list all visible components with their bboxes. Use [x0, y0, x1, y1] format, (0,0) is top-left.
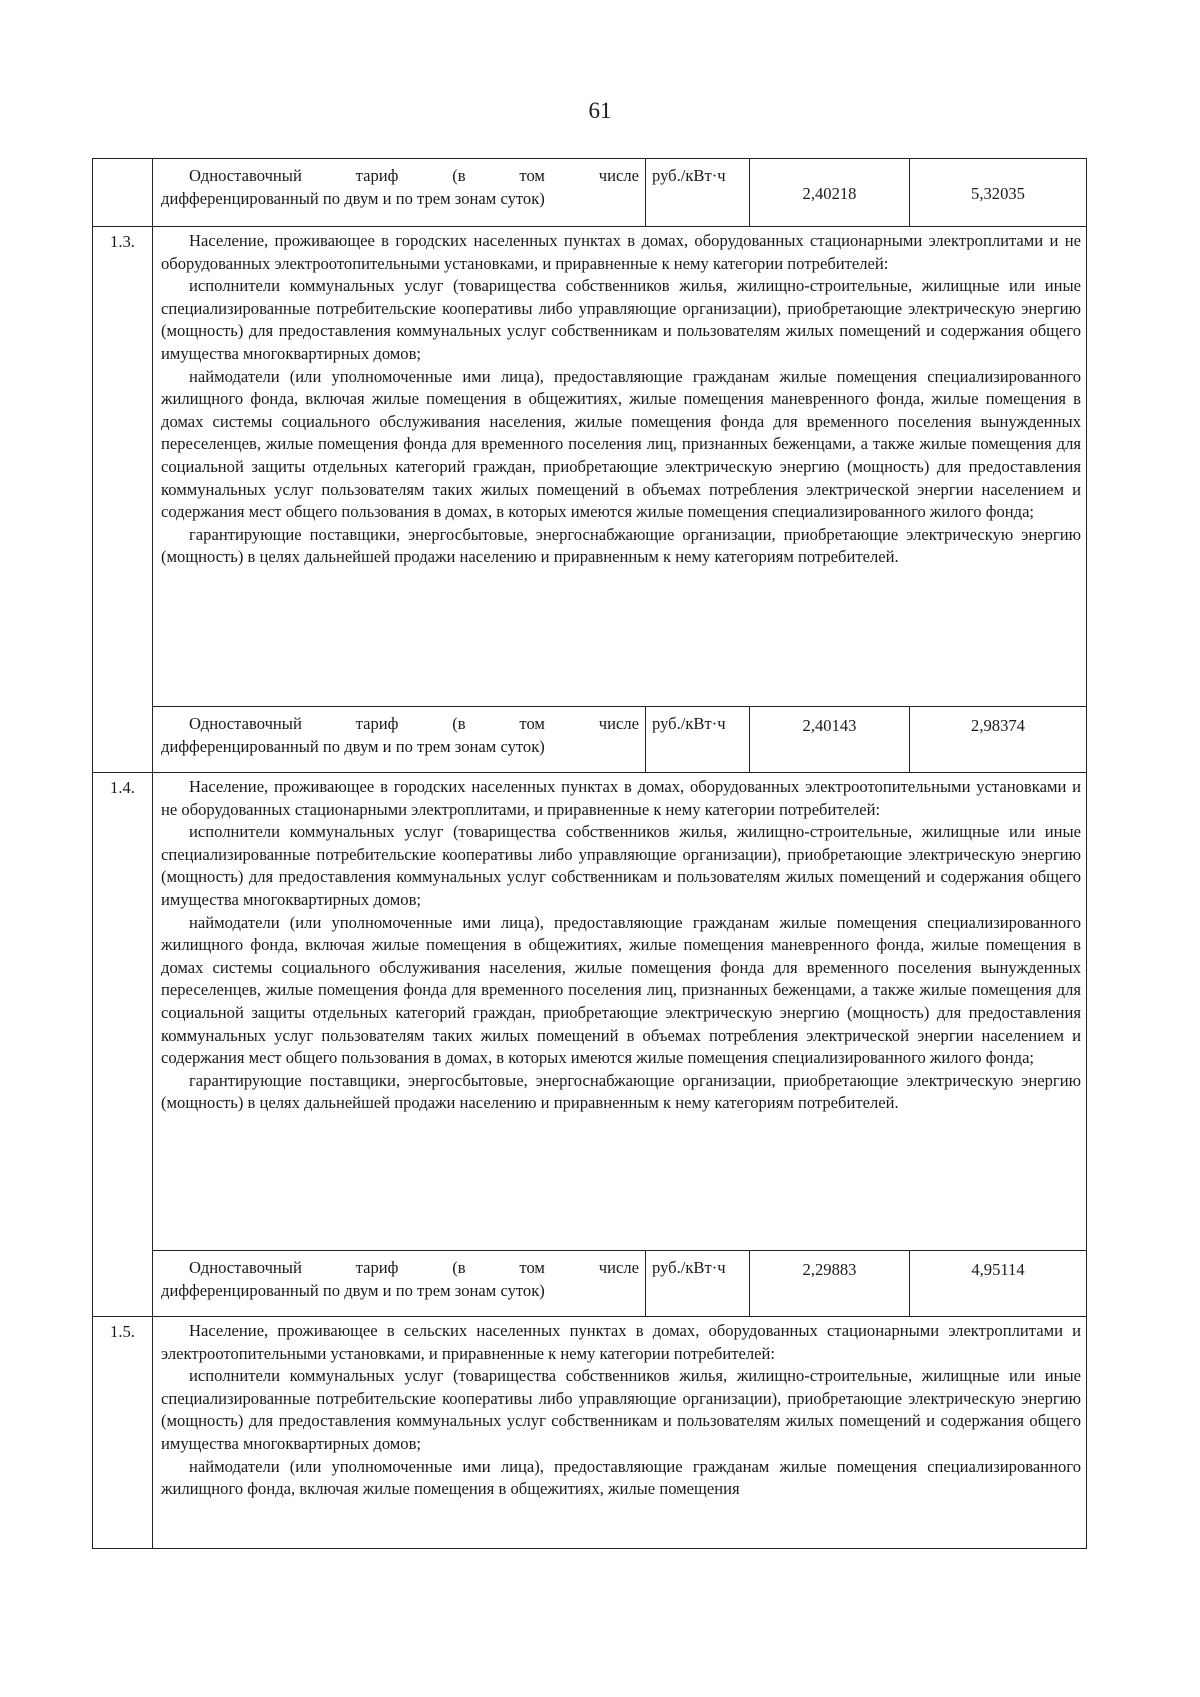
tariff-label-cell — [153, 1251, 646, 1317]
tariff-label-cell — [153, 159, 646, 227]
description-paragraph: Население, проживающее в сельских населенных пунктах в домах, оборудованных стационарными электроплитами и электроотопительными установками, и приравненные к нему категории потребителей: — [161, 1321, 1081, 1363]
tariff-label-cell — [153, 707, 646, 773]
tariff-label-line: дифференцированный по двум и по трем зонам суток) — [161, 1280, 545, 1300]
unit-cell: руб./кВт·ч — [646, 159, 750, 227]
tariff-label-line: Одноставочный тариф (в том числе — [189, 1258, 639, 1277]
consumer-description — [153, 227, 1087, 707]
tariff-label-line: дифференцированный по двум и по трем зонам суток) — [161, 188, 545, 208]
table-row — [93, 1251, 1087, 1317]
tariff-value-2: 5,32035 — [910, 159, 1087, 227]
description-paragraph: Население, проживающее в городских населенных пунктах в домах, оборудованных электроотопительными установками и не оборудованных стационарными электроплитами, и приравненные к нему категории потребителей: — [161, 777, 1081, 819]
consumer-description — [153, 1317, 1087, 1549]
description-paragraph: исполнители коммунальных услуг (товарищества собственников жилья, жилищно-строительные, жилищные или иные специализированные потребительские кооперативы либо управляющие организации), приобретающие электрическую энергию (мощность) для предоставления коммунальных услуг собственникам и пользователям жилых помещений и содержания общего имущества многоквартирных домов; — [161, 822, 1081, 909]
unit-cell: руб./кВт·ч — [646, 707, 750, 773]
tariff-value-1: 2,29883 — [750, 1251, 910, 1317]
table-row — [93, 773, 1087, 1251]
description-paragraph: гарантирующие поставщики, энергосбытовые, энергоснабжающие организации, приобретающие электрическую энергию (мощность) в целях дальнейшей продажи населению и приравненным к нему категориям потребителей. — [161, 524, 1081, 567]
tariff-value-1: 2,40143 — [750, 707, 910, 773]
description-paragraph: Население, проживающее в городских населенных пунктах в домах, оборудованных стационарными электроплитами и не оборудованных электроотопительными установками, и приравненные к нему категории потребителей: — [161, 231, 1081, 273]
tariff-value-2: 4,95114 — [910, 1251, 1087, 1317]
tariff-value-2: 2,98374 — [910, 707, 1087, 773]
page-number: 61 — [588, 98, 612, 123]
table-row — [93, 707, 1087, 773]
description-paragraph: наймодатели (или уполномоченные ими лица), предоставляющие гражданам жилые помещения специализированного жилищного фонда, включая жилые помещения в общежитиях, жилые помещения маневренного фонда, жилые помещения в домах системы социального обслуживания населения, жилые помещения фонда для временного поселения вынужденных переселенцев, жилые помещения фонда для временного поселения лиц, признанных беженцами, а также жилые помещения для социальной защиты отдельных категорий граждан, приобретающие электрическую энергию (мощность) для предоставления коммунальных услуг пользователям таких жилых помещений в объемах потребления электрической энергии населением и содержания мест общего пользования в домах, в которых имеются жилые помещения специализированного жилого фонда; — [161, 912, 1081, 1068]
tariff-label-line: Одноставочный тариф (в том числе — [189, 714, 639, 733]
description-paragraph: исполнители коммунальных услуг (товарищества собственников жилья, жилищно-строительные, жилищные или иные специализированные потребительские кооперативы либо управляющие организации), приобретающие электрическую энергию (мощность) для предоставления коммунальных услуг собственникам и пользователям жилых помещений и содержания общего имущества многоквартирных домов; — [161, 276, 1081, 363]
description-paragraph: гарантирующие поставщики, энергосбытовые, энергоснабжающие организации, приобретающие электрическую энергию (мощность) в целях дальнейшей продажи населению и приравненным к нему категориям потребителей. — [161, 1070, 1081, 1113]
description-paragraph: наймодатели (или уполномоченные ими лица), предоставляющие гражданам жилые помещения специализированного жилищного фонда, включая жилые помещения в общежитиях, жилые помещения — [161, 1456, 1081, 1499]
table-row — [93, 1317, 1087, 1549]
tariff-value-1: 2,40218 — [750, 159, 910, 227]
table-row — [93, 159, 1087, 227]
tariff-label-line: Одноставочный тариф (в том числе — [189, 166, 639, 185]
row-number: 1.3. — [93, 227, 153, 773]
table-row — [93, 227, 1087, 707]
unit-cell: руб./кВт·ч — [646, 1251, 750, 1317]
tariff-table — [92, 158, 1087, 1549]
row-number-cell — [93, 159, 153, 227]
row-number: 1.4. — [93, 773, 153, 1317]
consumer-description — [153, 773, 1087, 1251]
description-paragraph: наймодатели (или уполномоченные ими лица), предоставляющие гражданам жилые помещения специализированного жилищного фонда, включая жилые помещения в общежитиях, жилые помещения маневренного фонда, жилые помещения в домах системы социального обслуживания населения, жилые помещения фонда для временного поселения вынужденных переселенцев, жилые помещения фонда для временного поселения лиц, признанных беженцами, а также жилые помещения для социальной защиты отдельных категорий граждан, приобретающие электрическую энергию (мощность) для предоставления коммунальных услуг пользователям таких жилых помещений в объемах потребления электрической энергии населением и содержания мест общего пользования в домах, в которых имеются жилые помещения специализированного жилого фонда; — [161, 366, 1081, 522]
description-paragraph: исполнители коммунальных услуг (товарищества собственников жилья, жилищно-строительные, жилищные или иные специализированные потребительские кооперативы либо управляющие организации), приобретающие электрическую энергию (мощность) для предоставления коммунальных услуг собственникам и пользователям жилых помещений и содержания общего имущества многоквартирных домов; — [161, 1366, 1081, 1453]
row-number: 1.5. — [93, 1317, 153, 1549]
tariff-label-line: дифференцированный по двум и по трем зонам суток) — [161, 736, 545, 756]
